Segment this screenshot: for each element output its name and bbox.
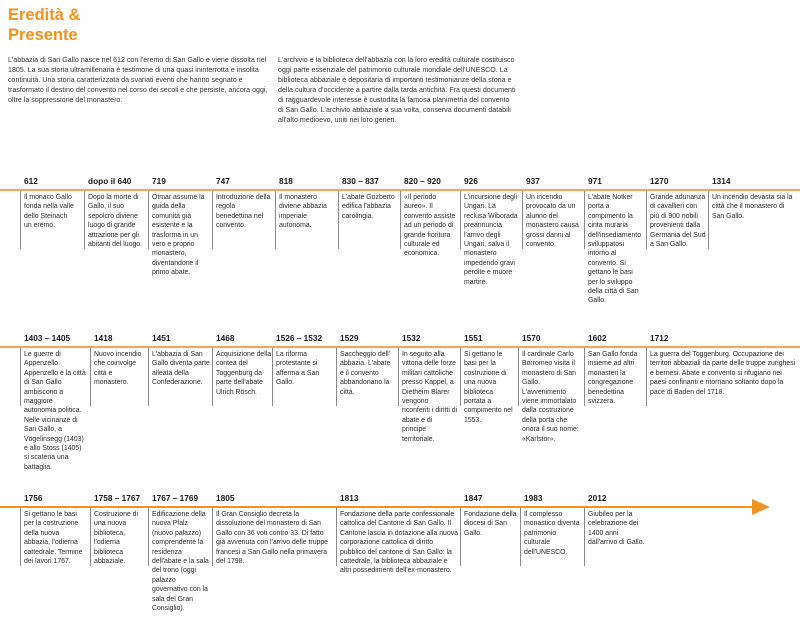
event-year: 1526 – 1532 — [276, 333, 323, 343]
timeline-line — [0, 346, 800, 348]
event-divider — [212, 508, 213, 566]
event-year: 1403 – 1405 — [24, 333, 71, 343]
event-year: 926 — [464, 176, 478, 186]
event-year: 1767 – 1769 — [152, 493, 199, 503]
event-description: Il monaco Gallo fonda nella valle dello Steinach un eremo. — [24, 194, 74, 230]
event-description: Un incendio provocato da un alunno del monastero causa grossi danni al convento. — [526, 194, 579, 249]
event-divider — [460, 508, 461, 566]
title-line-1: Eredità & — [8, 6, 81, 24]
event-year: 1602 — [588, 333, 607, 343]
event-divider — [460, 191, 461, 249]
event-year: 747 — [216, 176, 230, 186]
event-divider — [584, 348, 585, 406]
event-description: Giubileo per la celebrazione dei 1400 anni dall'arrivo di Gallo. — [588, 511, 645, 547]
event-year: 1468 — [216, 333, 235, 343]
event-year: 1314 — [712, 176, 731, 186]
event-divider — [708, 191, 709, 249]
event-description: Il complesso monastico diventa patrimonio culturale dell'UNESCO. — [524, 511, 580, 556]
event-description: L'abbazia di San Gallo diventa parte alleata della Confederazione. — [152, 351, 210, 387]
event-divider — [584, 191, 585, 249]
event-divider — [646, 348, 647, 406]
event-description: Il cardinale Carlo Borromeo visita il monastero di San Gallo. L'avvenimento viene immortalato dalla costruzione della porta che onora il suo nome: «Karlstor». — [522, 351, 579, 443]
event-year: 1529 — [340, 333, 359, 343]
event-description: La guerra del Toggenburg. Occupazione dei territori abbaziali da parte delle truppe zurighesi e bernesi. Abate e convento si rifugiano nei paesi confinanti e ritornano soltanto dopo la pace di Baden del 1718. — [650, 351, 796, 396]
event-divider — [148, 348, 149, 406]
event-year: dopo il 640 — [88, 176, 132, 186]
event-description: Il Gran Consiglio decreta la dissoluzione del monastero di San Gallo con 36 voti contro 33. Di fatto già avvenuta con l'arrivo delle truppe francesi a San Gallo nella primavera del 1798. — [216, 511, 329, 566]
event-divider — [584, 508, 585, 566]
page-title — [8, 5, 80, 45]
event-year: 1983 — [524, 493, 543, 503]
event-divider — [520, 508, 521, 566]
event-divider — [272, 348, 273, 406]
event-description: Saccheggio dell' abbazia. L'abate e il convento abbandonano la città. — [340, 351, 391, 396]
event-year: 1570 — [522, 333, 541, 343]
timeline-line — [0, 506, 752, 508]
event-description: «Il periodo aureo». Il convento assiste ad un periodo di grande fioritura culturale ed economica. — [404, 194, 456, 258]
event-year: 1270 — [650, 176, 669, 186]
event-description: Si gettano le basi per la costruzione di una nuova biblioteca portata a compimento nel 1553. — [464, 351, 513, 424]
event-year: 1551 — [464, 333, 483, 343]
event-divider — [212, 191, 213, 249]
event-divider — [646, 191, 647, 249]
event-divider — [148, 508, 149, 566]
event-divider — [522, 191, 523, 249]
timeline-arrowhead — [752, 499, 770, 515]
event-divider — [20, 508, 21, 566]
event-description: In seguito alla vittoria delle forze militari cattoliche presso Kappel, a Dietheim Blarer vengono riconferiti i diritti di abate e di principe territoriale. — [402, 351, 458, 443]
event-description: Un incendio devasta sia la città che il monastero di San Gallo. — [712, 194, 793, 220]
event-year: 1805 — [216, 493, 235, 503]
event-divider — [90, 348, 91, 406]
event-description: Il monastero diviene abbazia imperiale autonoma. — [279, 194, 327, 230]
intro-right-paragraph: L'archivio e la biblioteca dell'abbazia con la loro eredità culturale costituisco oggi parte essenziale del patrimonio culturale mondiale dell'UNESCO. La biblioteca abbaziale è depositaria di importanti testimonianze della storia e della cultura d'occidente a partire dalla tarda antichità. Fra questi documenti di ragguardevole interesse è custodita la famosa planimetria del convento di San Gallo. L'archivio abbaziale a sua volta, conserva documenti databili all'alto medioevo, uniti nei loro generi. — [278, 56, 516, 124]
event-description: Grande adunanza di cavallieri con più di 900 nobili provenienti dalla Germania del Sud a San Gallo. — [650, 194, 706, 249]
event-description: Si gettano le basi per la costruzione della nuova abbazia, l'odierna cattedrale. Termine dei lavori 1767. — [24, 511, 83, 566]
event-description: Edificazione della nuova Pfalz (nuovo palazzo) comprendente la residenza dell'abate e la sala del trono (oggi palazzo governativo con la sala del Gran Consiglio). — [152, 511, 209, 613]
event-divider — [336, 348, 337, 406]
event-description: La riforma protestante si afferma a San Gallo. — [276, 351, 320, 387]
event-description: Acquisizione della contea del Toggenburg da parte dell'abate Ulrich Rösch. — [216, 351, 272, 396]
event-year: 1418 — [94, 333, 113, 343]
event-year: 1813 — [340, 493, 359, 503]
event-year: 1758 – 1767 — [94, 493, 141, 503]
event-year: 612 — [24, 176, 38, 186]
event-year: 1756 — [24, 493, 43, 503]
event-description: San Gallo fonda insieme ad altri monasteri la congregazione benedettina svizzera. — [588, 351, 638, 406]
event-divider — [20, 191, 21, 249]
event-divider — [338, 191, 339, 249]
event-divider — [398, 348, 399, 406]
event-description: Dopo la morte di Gallo, il suo sepolcro diviene luogo di grande attrazione per gli abitanti del luogo. — [88, 194, 143, 249]
event-year: 971 — [588, 176, 602, 186]
event-divider — [518, 348, 519, 406]
event-description: L'abate Notker porta a compimento la cinta muraria dell'insediamento sviluppatosi intorno al convento. Si gettano le basi per lo sviluppo della città di San Gallo. — [588, 194, 642, 305]
event-year: 1532 — [402, 333, 421, 343]
event-year: 830 – 837 — [342, 176, 379, 186]
event-description: L'incursione degli Ungari. La reclusa Wiborada preannuncia l'arrivo degli Ungari, salva il monastero impedendo gravi perdite e muore martire. — [464, 194, 518, 286]
title-line-2: Presente — [8, 26, 78, 44]
event-divider — [275, 191, 276, 249]
event-description: Le guerre di Appenzello. Appenzello e la città di San Gallo ambiscono a maggiore autonomia politica. Nelle vicinanze di San Gallo, a Vögelinsegg (1403) e allo Stoss (1405) si scatena una battaglia. — [24, 351, 86, 471]
event-divider — [400, 191, 401, 249]
intro-left-paragraph: L'abbazia di San Gallo nasce nel 612 con l'eremo di San Gallo e viene dissolta nel 1805. La sua storia ultramillenaria è testimone di una quasi ininterrotta e insolita continuità. Una storia caratterizzata da svariati eventi che hanno segnato e trasformato il destino del convento nel corso dei secoli e che persiste, ancora oggi, oltre la soppressione del monastero. — [8, 56, 268, 104]
event-year: 2012 — [588, 493, 607, 503]
event-description: Otmar assume la guida della comunità già esistente e la trasforma in un vero e proprio monastero, diventandone il primo abate. — [152, 194, 205, 277]
event-divider — [90, 508, 91, 566]
event-year: 1847 — [464, 493, 483, 503]
event-divider — [20, 348, 21, 406]
event-description: Fondazione della parte confessionale cattolica del Cantone di San Gallo. Il Cantone lascia in dotazione alla nuova corporazione cattolica di diritto pubblico del cantone di San Gallo: la cattedrale, la biblioteca abbaziale e altri possedimenti dell'ex-monastero. — [340, 511, 458, 575]
event-year: 818 — [279, 176, 293, 186]
event-divider — [84, 191, 85, 249]
event-divider — [148, 191, 149, 249]
event-year: 820 – 920 — [404, 176, 441, 186]
event-divider — [212, 348, 213, 406]
event-description: Costruzione di una nuova biblioteca, l'odierna biblioteca abbaziale. — [94, 511, 139, 566]
event-description: L'abate Gozberto edifica l'abbazia carolingia. — [342, 194, 395, 220]
event-description: Fondazione della diocesi di San Gallo. — [464, 511, 517, 537]
event-description: Nuovo incendio che coinvolge città e monastero. — [94, 351, 142, 387]
event-year: 937 — [526, 176, 540, 186]
event-description: Introduzione della regola benedettina nel convento. — [216, 194, 271, 230]
event-divider — [336, 508, 337, 566]
event-year: 719 — [152, 176, 166, 186]
event-divider — [460, 348, 461, 406]
event-year: 1451 — [152, 333, 171, 343]
event-year: 1712 — [650, 333, 669, 343]
